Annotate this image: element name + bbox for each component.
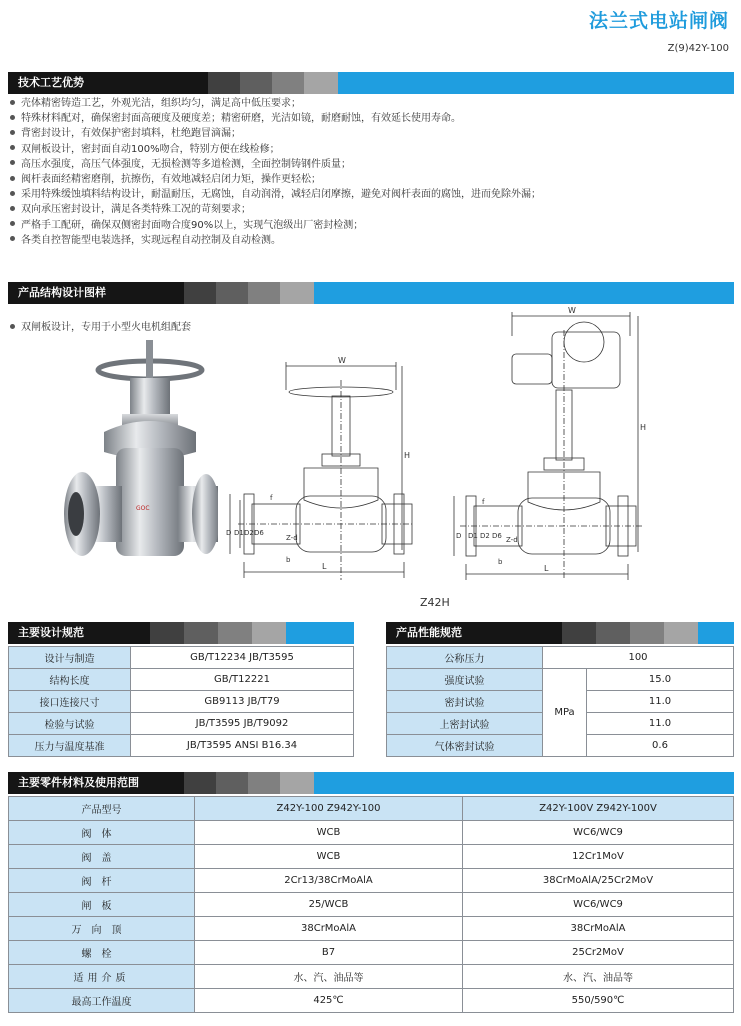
- perf-name: 密封试验: [387, 691, 543, 713]
- list-item-text: 高压水强度，高压气体强度，无损检测等多道检测，全面控制铸钢件质量；: [21, 158, 351, 170]
- bar-segment: [218, 622, 252, 644]
- table-row: [387, 669, 734, 691]
- material-cell: 12Cr1MoV: [463, 845, 734, 869]
- table-row: [9, 821, 734, 845]
- list-item: [10, 126, 730, 141]
- part-name: 闸板: [9, 893, 195, 917]
- bullet-icon: [10, 160, 15, 165]
- list-item-text: 各类自控智能型电装选择，实现远程自动控制及自动检测。: [21, 234, 281, 246]
- material-cell: WCB: [195, 845, 463, 869]
- list-item-text: 壳体精密铸造工艺，外观光洁，组织均匀，满足高中低压要求；: [21, 98, 301, 109]
- table-row: [9, 941, 734, 965]
- part-name: 阀杆: [9, 869, 195, 893]
- model-number: Z(9)42Y-100: [667, 43, 729, 54]
- table-row: [9, 869, 734, 893]
- section-title-structure: 产品结构设计图样: [8, 282, 184, 304]
- dim-b: b: [286, 556, 291, 564]
- bullet-icon: [10, 206, 15, 211]
- drawing-label: Z42H: [420, 596, 450, 609]
- list-item: [10, 142, 730, 157]
- column-header: Z42Y-100V Z942Y-100V: [463, 797, 734, 821]
- perf-name: 强度试验: [387, 669, 543, 691]
- bar-segment: [304, 72, 338, 94]
- bar-segment: [562, 622, 596, 644]
- list-item-text: 阀杆表面经精密磨削，抗擦伤，有效地减轻启闭力矩，操作更轻松；: [21, 174, 321, 186]
- spec-value: JB/T3595 JB/T9092: [131, 713, 354, 735]
- table-row: [9, 917, 734, 941]
- table-row: [9, 691, 354, 713]
- list-item-text: 背密封设计，有效保护密封填料，杜绝跑冒滴漏；: [21, 128, 241, 140]
- material-cell: 38CrMoAlA: [195, 917, 463, 941]
- list-item: [10, 218, 730, 233]
- material-cell: 38CrMoAlA/25Cr2MoV: [463, 869, 734, 893]
- bar-segment: [286, 622, 354, 644]
- material-cell: 550/590℃: [463, 989, 734, 1013]
- dim-d1: D1: [234, 529, 244, 537]
- dim-d6: D6: [254, 529, 264, 537]
- spec-name: 检验与试验: [9, 713, 131, 735]
- table-header-row: [9, 797, 734, 821]
- material-cell: 38CrMoAlA: [463, 917, 734, 941]
- bar-segment: [184, 772, 216, 794]
- bar-segment: [314, 282, 734, 304]
- list-item-text: 双闸板设计，密封面自动100%吻合，特别方便在线检修；: [21, 143, 280, 155]
- dim-l: L: [322, 562, 327, 571]
- perf-value: 11.0: [587, 691, 734, 713]
- bullet-icon: [10, 221, 15, 226]
- part-name: 万向顶: [9, 917, 195, 941]
- perf-unit: MPa: [543, 669, 587, 757]
- list-item-text: 采用特殊缓蚀填料结构设计，耐温耐压，无腐蚀，自动润滑，减轻启闭摩擦，避免对阀杆表面的腐蚀，进而免除外漏；: [21, 189, 541, 201]
- section-title-performance: 产品性能规范: [386, 622, 562, 644]
- dim-h-electric: H: [640, 423, 647, 432]
- bar-segment: [338, 72, 734, 94]
- page-title: 法兰式电站闸阀: [588, 10, 729, 32]
- design-spec-table: [8, 646, 354, 757]
- list-item: [10, 233, 730, 248]
- bar-segment: [698, 622, 734, 644]
- bullet-icon: [10, 145, 15, 150]
- bar-segment: [248, 282, 280, 304]
- table-row: [9, 893, 734, 917]
- bar-segment: [272, 72, 304, 94]
- perf-value: 100: [543, 647, 734, 669]
- table-row: [9, 647, 354, 669]
- perf-name: 公称压力: [387, 647, 543, 669]
- spec-name: 接口连接尺寸: [9, 691, 131, 713]
- list-item-text: 双向承压密封设计，满足各类特殊工况的苛刻要求；: [21, 204, 251, 216]
- section-title-advantages: 技术工艺优势: [8, 72, 208, 94]
- dim-zd: Z-d: [286, 534, 298, 542]
- bar-segment: [216, 282, 248, 304]
- bar-segment: [184, 282, 216, 304]
- table-row: [9, 965, 734, 989]
- list-item: [10, 96, 730, 111]
- structure-note-text: 双闸板设计，专用于小型火电机组配套: [21, 322, 191, 333]
- perf-name: 气体密封试验: [387, 735, 543, 757]
- bullet-icon: [10, 236, 15, 241]
- spec-value: JB/T3595 ANSI B16.34: [131, 735, 354, 757]
- dim-b-electric: b: [498, 558, 503, 566]
- material-cell: WCB: [195, 821, 463, 845]
- spec-name: 设计与制造: [9, 647, 131, 669]
- bar-segment: [596, 622, 630, 644]
- advantages-list: [10, 96, 730, 248]
- bar-segment: [150, 622, 184, 644]
- list-item-text: 特殊材料配对，确保密封面高硬度及硬度差；精密研磨，光洁如镜，耐磨耐蚀，有效延长使用寿命。: [21, 113, 461, 125]
- material-cell: 25/WCB: [195, 893, 463, 917]
- bullet-icon: [10, 191, 15, 196]
- dim-h: H: [404, 451, 411, 460]
- table-row: [9, 669, 354, 691]
- section-bar-materials: [8, 772, 734, 794]
- dim-f-electric: f: [482, 498, 485, 506]
- list-item: [10, 172, 730, 187]
- dim-d-electric: D: [456, 532, 462, 540]
- material-cell: WC6/WC9: [463, 821, 734, 845]
- material-cell: 2Cr13/38CrMoAlA: [195, 869, 463, 893]
- bullet-icon: [10, 115, 15, 120]
- table-row: [9, 735, 354, 757]
- bar-segment: [280, 282, 314, 304]
- structure-note: [10, 318, 191, 333]
- material-cell: 水、汽、油品等: [195, 965, 463, 989]
- bullet-icon: [10, 324, 15, 329]
- column-header: Z42Y-100 Z942Y-100: [195, 797, 463, 821]
- performance-table: [386, 646, 734, 757]
- dim-d: D: [226, 529, 232, 537]
- bar-segment: [184, 622, 218, 644]
- dim-f: f: [270, 494, 273, 502]
- dim-w: W: [338, 356, 346, 365]
- section-bar-structure: [8, 282, 734, 304]
- perf-value: 11.0: [587, 713, 734, 735]
- material-cell: B7: [195, 941, 463, 965]
- bullet-icon: [10, 130, 15, 135]
- table-row: [9, 989, 734, 1013]
- bar-segment: [216, 772, 248, 794]
- bullet-icon: [10, 100, 15, 105]
- dim-d2: D2: [244, 529, 254, 537]
- spec-name: 压力与温度基准: [9, 735, 131, 757]
- spec-value: GB/T12234 JB/T3595: [131, 647, 354, 669]
- material-cell: WC6/WC9: [463, 893, 734, 917]
- bar-segment: [248, 772, 280, 794]
- dim-d6-electric: D6: [492, 532, 502, 540]
- part-name: 适用介质: [9, 965, 195, 989]
- perf-value: 15.0: [587, 669, 734, 691]
- bar-segment: [252, 622, 286, 644]
- list-item-text: 严格手工配研，确保双侧密封面吻合度90%以上，实现气泡级出厂密封检测；: [21, 219, 364, 231]
- dim-l-electric: L: [544, 564, 549, 573]
- list-item: [10, 187, 730, 202]
- material-cell: 25Cr2MoV: [463, 941, 734, 965]
- drawing-electric-gate-valve: [452, 306, 652, 590]
- dim-w-electric: W: [568, 306, 576, 315]
- bullet-icon: [10, 176, 15, 181]
- dim-d2-electric: D2: [480, 532, 490, 540]
- valve-photo: [58, 340, 218, 590]
- material-cell: 水、汽、油品等: [463, 965, 734, 989]
- svg-text:GOC: GOC: [136, 505, 150, 512]
- part-name: 最高工作温度: [9, 989, 195, 1013]
- bar-segment: [664, 622, 698, 644]
- table-row: [9, 713, 354, 735]
- bar-segment: [208, 72, 240, 94]
- section-title-design-spec: 主要设计规范: [8, 622, 150, 644]
- list-item: [10, 157, 730, 172]
- section-bar-design-spec: [8, 622, 354, 644]
- gearbox-icon: [564, 322, 604, 362]
- bar-segment: [240, 72, 272, 94]
- bar-segment: [314, 772, 734, 794]
- spec-name: 结构长度: [9, 669, 131, 691]
- part-name: 阀盖: [9, 845, 195, 869]
- list-item: [10, 111, 730, 126]
- part-name: 阀体: [9, 821, 195, 845]
- section-bar-performance: [386, 622, 734, 644]
- perf-value: 0.6: [587, 735, 734, 757]
- perf-name: 上密封试验: [387, 713, 543, 735]
- dim-zd-electric: Z-d: [506, 536, 518, 544]
- spec-value: GB/T12221: [131, 669, 354, 691]
- material-cell: 425℃: [195, 989, 463, 1013]
- dim-d1-electric: D1: [468, 532, 478, 540]
- spec-value: GB9113 JB/T79: [131, 691, 354, 713]
- section-title-materials: 主要零件材料及使用范围: [8, 772, 184, 794]
- section-bar-advantages: [8, 72, 734, 94]
- bar-segment: [280, 772, 314, 794]
- part-name: 螺栓: [9, 941, 195, 965]
- drawing-manual-gate-valve: [226, 350, 416, 590]
- bar-segment: [630, 622, 664, 644]
- table-row: [9, 845, 734, 869]
- column-header: 产品型号: [9, 797, 195, 821]
- materials-table: [8, 796, 734, 1013]
- table-row: [387, 647, 734, 669]
- list-item: [10, 202, 730, 217]
